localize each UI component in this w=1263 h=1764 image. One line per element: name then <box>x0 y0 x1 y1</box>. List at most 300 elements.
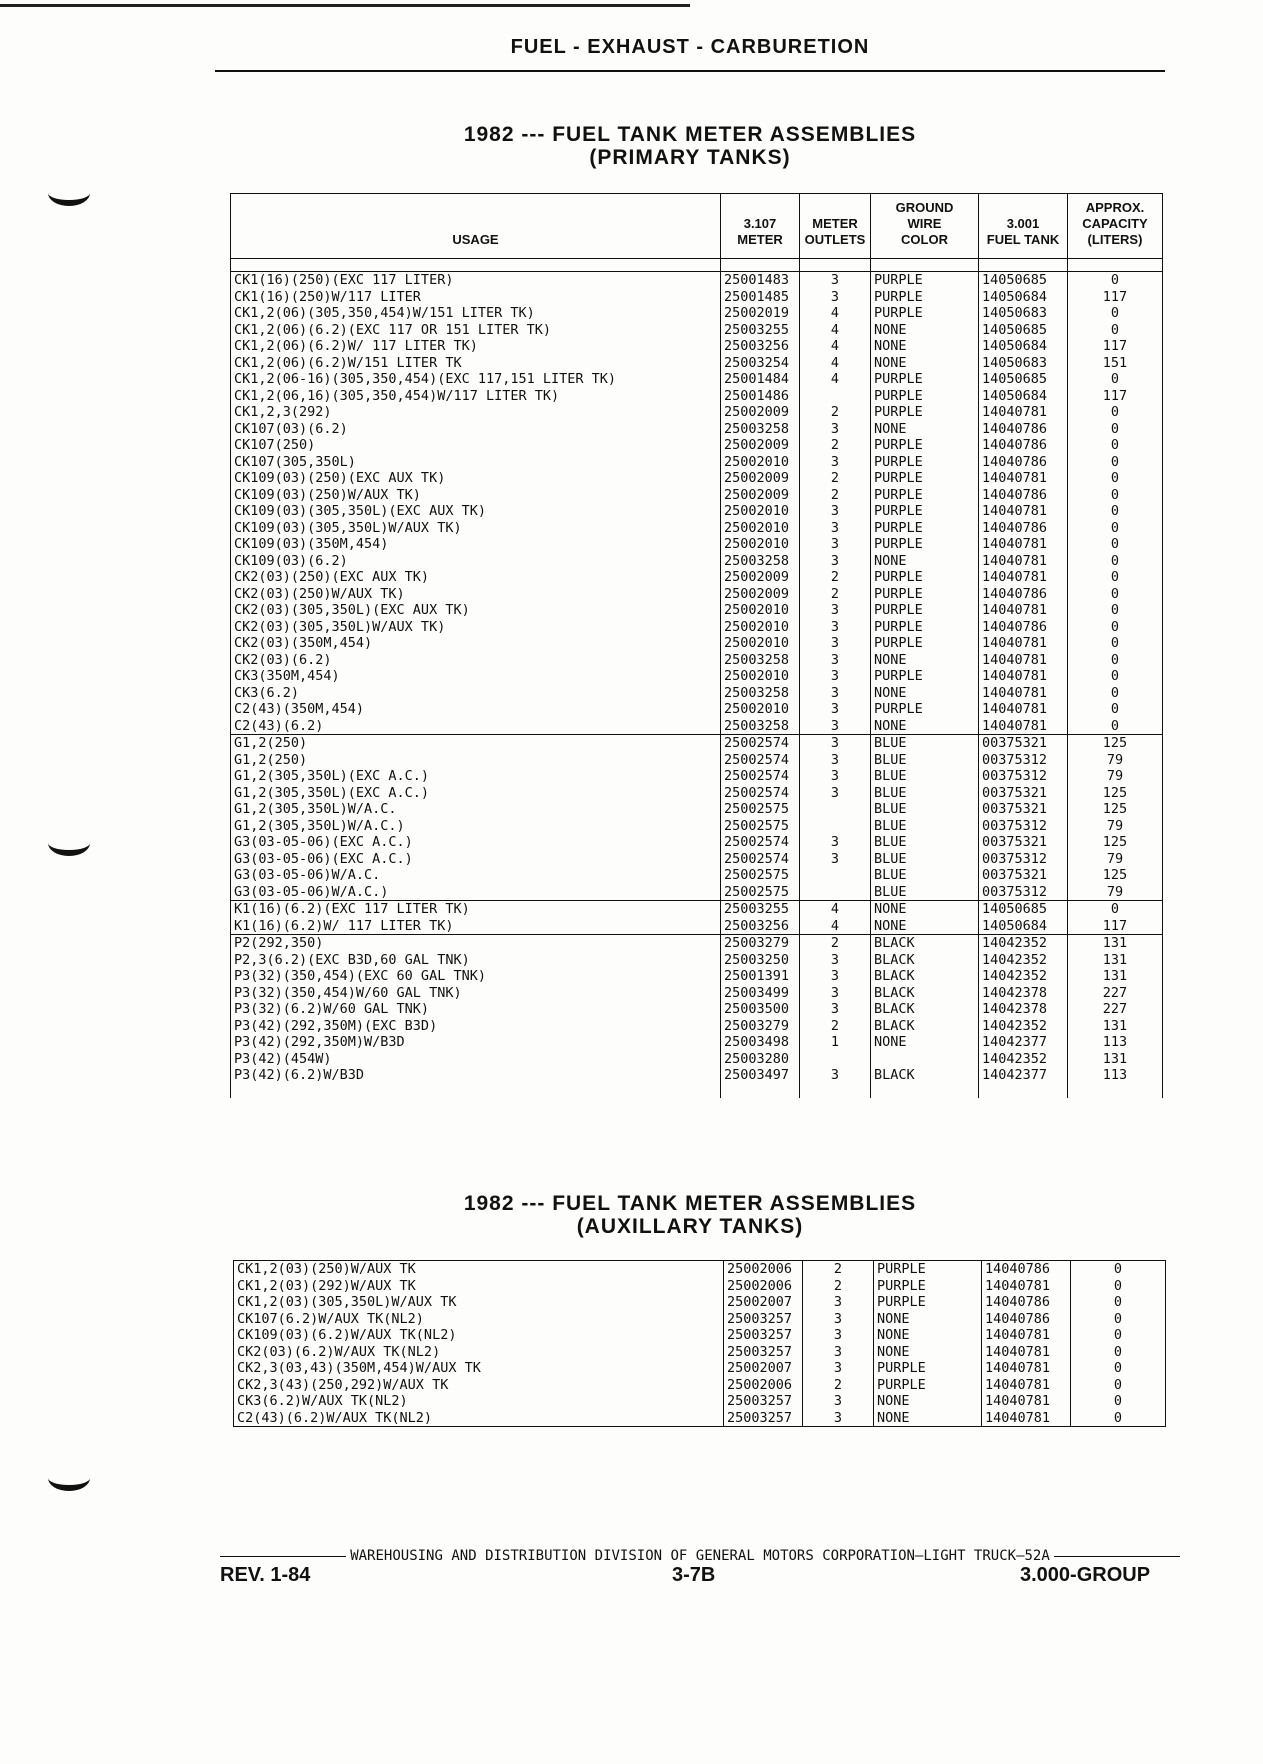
cell-fuel-tank: 14040781 <box>979 404 1068 421</box>
table-row <box>231 1051 1163 1068</box>
cell-fuel-tank: 14040781 <box>979 536 1068 553</box>
cell-meter: 25002006 <box>724 1377 803 1394</box>
cell-capacity: 0 <box>1071 1410 1166 1427</box>
cell-meter: 25003258 <box>721 685 800 702</box>
cell-outlets: 3 <box>803 1360 874 1377</box>
cell-wire-color: NONE <box>874 1311 982 1328</box>
cell-meter: 25002009 <box>721 437 800 454</box>
cell-capacity: 0 <box>1071 1360 1166 1377</box>
cell-fuel-tank: 14040786 <box>979 487 1068 504</box>
cell-wire-color: BLACK <box>871 1067 979 1084</box>
cell-meter: 25003497 <box>721 1067 800 1084</box>
cell-fuel-tank: 14040786 <box>979 586 1068 603</box>
cell-capacity: 117 <box>1068 338 1163 355</box>
cell-meter: 25002019 <box>721 305 800 322</box>
cell-meter: 25002574 <box>721 768 800 785</box>
cell-wire-color: PURPLE <box>871 520 979 537</box>
cell-outlets: 3 <box>803 1327 874 1344</box>
cell-meter: 25003280 <box>721 1051 800 1068</box>
cell-fuel-tank: 14042352 <box>979 952 1068 969</box>
cell-meter: 25003255 <box>721 322 800 339</box>
table-row <box>231 635 1163 652</box>
primary-title-line2: (PRIMARY TANKS) <box>589 146 791 169</box>
cell-outlets: 4 <box>800 901 871 918</box>
aux-table-body <box>234 1261 1166 1427</box>
cell-meter: 25002010 <box>721 668 800 685</box>
cell-capacity: 0 <box>1068 652 1163 669</box>
cell-fuel-tank: 14042377 <box>979 1034 1068 1051</box>
table-row <box>234 1294 1166 1311</box>
cell-outlets: 4 <box>800 355 871 372</box>
cell-usage: C2(43)(6.2) <box>231 718 721 735</box>
cell-capacity: 125 <box>1068 867 1163 884</box>
cell-usage: CK109(03)(250)(EXC AUX TK) <box>231 470 721 487</box>
cell-usage: G1,2(250) <box>231 735 721 752</box>
table-row <box>231 652 1163 669</box>
cell-meter: 25003279 <box>721 935 800 952</box>
cell-meter: 25002007 <box>724 1294 803 1311</box>
cell-meter: 25002574 <box>721 851 800 868</box>
cell-wire-color: NONE <box>871 718 979 735</box>
cell-fuel-tank: 14050684 <box>979 338 1068 355</box>
cell-meter: 25003256 <box>721 918 800 935</box>
cell-fuel-tank: 00375312 <box>979 768 1068 785</box>
cell-meter: 25003257 <box>724 1311 803 1328</box>
cell-fuel-tank: 14042378 <box>979 1001 1068 1018</box>
footer-page-number: 3-7B <box>672 1564 716 1586</box>
table-row <box>231 867 1163 884</box>
cell-outlets <box>800 818 871 835</box>
cell-wire-color: PURPLE <box>871 536 979 553</box>
cell-wire-color: NONE <box>871 421 979 438</box>
cell-meter: 25002009 <box>721 470 800 487</box>
cell-meter: 25003257 <box>724 1410 803 1427</box>
cell-meter: 25003258 <box>721 421 800 438</box>
table-row <box>231 454 1163 471</box>
aux-title-line1: 1982 --- FUEL TANK METER ASSEMBLIES <box>463 1192 917 1215</box>
footer-division-text: WAREHOUSING AND DISTRIBUTION DIVISION OF GENERAL MOTORS CORPORATION—LIGHT TRUCK—52A <box>350 1548 1050 1564</box>
cell-outlets: 3 <box>803 1410 874 1427</box>
aux-title-line2: (AUXILLARY TANKS) <box>576 1215 804 1238</box>
page-header-title: FUEL - EXHAUST - CARBURETION <box>510 36 870 58</box>
cell-wire-color: NONE <box>874 1393 982 1410</box>
table-row <box>234 1377 1166 1394</box>
cell-wire-color: PURPLE <box>871 404 979 421</box>
cell-usage: P3(42)(6.2)W/B3D <box>231 1067 721 1084</box>
cell-wire-color: PURPLE <box>871 454 979 471</box>
cell-capacity: 131 <box>1068 952 1163 969</box>
cell-usage: CK1(16)(250)(EXC 117 LITER) <box>231 272 721 289</box>
cell-meter: 25001486 <box>721 388 800 405</box>
cell-wire-color: PURPLE <box>871 388 979 405</box>
cell-wire-color: PURPLE <box>871 470 979 487</box>
cell-usage: CK2(03)(250)(EXC AUX TK) <box>231 569 721 586</box>
cell-usage: CK109(03)(305,350L)(EXC AUX TK) <box>231 503 721 520</box>
cell-meter: 25001485 <box>721 289 800 306</box>
table-row <box>231 801 1163 818</box>
cell-usage: CK109(03)(305,350L)W/AUX TK) <box>231 520 721 537</box>
cell-outlets: 3 <box>800 553 871 570</box>
cell-meter: 25002007 <box>724 1360 803 1377</box>
table-row <box>231 768 1163 785</box>
cell-meter: 25002010 <box>721 619 800 636</box>
cell-usage: CK3(350M,454) <box>231 668 721 685</box>
cell-outlets <box>800 801 871 818</box>
cell-capacity: 0 <box>1068 619 1163 636</box>
cell-capacity: 0 <box>1068 437 1163 454</box>
col-header-fuel-tank: 3.001 FUEL TANK <box>979 194 1068 259</box>
cell-meter: 25003256 <box>721 338 800 355</box>
cell-capacity: 0 <box>1068 503 1163 520</box>
cell-fuel-tank: 14040781 <box>979 602 1068 619</box>
cell-usage: C2(43)(350M,454) <box>231 701 721 718</box>
cell-fuel-tank: 14040781 <box>979 569 1068 586</box>
cell-usage: P3(42)(292,350M)W/B3D <box>231 1034 721 1051</box>
aux-section-title <box>230 1192 1150 1238</box>
cell-outlets: 2 <box>800 586 871 603</box>
cell-capacity: 131 <box>1068 968 1163 985</box>
cell-fuel-tank: 14040781 <box>982 1393 1071 1410</box>
cell-wire-color: BLUE <box>871 884 979 901</box>
table-header-row <box>231 194 1163 259</box>
cell-fuel-tank: 00375312 <box>979 752 1068 769</box>
cell-wire-color: NONE <box>874 1410 982 1427</box>
table-row <box>231 470 1163 487</box>
cell-usage: P3(32)(6.2)W/60 GAL TNK) <box>231 1001 721 1018</box>
primary-title-line1: 1982 --- FUEL TANK METER ASSEMBLIES <box>463 123 917 146</box>
table-row <box>231 338 1163 355</box>
table-row <box>234 1344 1166 1361</box>
table-row <box>231 735 1163 752</box>
cell-fuel-tank: 00375321 <box>979 801 1068 818</box>
cell-usage: K1(16)(6.2)(EXC 117 LITER TK) <box>231 901 721 918</box>
cell-capacity: 0 <box>1068 602 1163 619</box>
col-header-wire-color: GROUND WIRE COLOR <box>871 194 979 259</box>
cell-fuel-tank: 00375321 <box>979 867 1068 884</box>
cell-fuel-tank: 00375312 <box>979 884 1068 901</box>
cell-wire-color: PURPLE <box>874 1294 982 1311</box>
table-row <box>231 685 1163 702</box>
table-row <box>231 619 1163 636</box>
cell-capacity: 0 <box>1071 1261 1166 1278</box>
table-row <box>231 952 1163 969</box>
cell-fuel-tank: 14042352 <box>979 968 1068 985</box>
cell-usage: CK2(03)(6.2)W/AUX TK(NL2) <box>234 1344 724 1361</box>
cell-fuel-tank: 14040786 <box>979 454 1068 471</box>
cell-fuel-tank: 00375312 <box>979 818 1068 835</box>
cell-usage: CK2(03)(305,350L)(EXC AUX TK) <box>231 602 721 619</box>
cell-capacity: 113 <box>1068 1034 1163 1051</box>
cell-fuel-tank: 14050685 <box>979 272 1068 289</box>
cell-outlets: 3 <box>800 1001 871 1018</box>
table-row <box>231 520 1163 537</box>
table-row <box>231 355 1163 372</box>
cell-wire-color: NONE <box>871 338 979 355</box>
cell-fuel-tank: 00375312 <box>979 851 1068 868</box>
cell-fuel-tank: 14042377 <box>979 1067 1068 1084</box>
cell-outlets: 3 <box>800 1067 871 1084</box>
cell-usage: P3(32)(350,454)W/60 GAL TNK) <box>231 985 721 1002</box>
cell-wire-color: BLACK <box>871 985 979 1002</box>
table-row <box>231 884 1163 901</box>
table-row <box>231 602 1163 619</box>
cell-capacity: 79 <box>1068 884 1163 901</box>
table-row <box>231 1001 1163 1018</box>
cell-fuel-tank: 14042378 <box>979 985 1068 1002</box>
cell-usage: CK2(03)(305,350L)W/AUX TK) <box>231 619 721 636</box>
table-row <box>234 1393 1166 1410</box>
cell-usage: CK1,2(06)(305,350,454)W/151 LITER TK) <box>231 305 721 322</box>
cell-outlets <box>800 388 871 405</box>
cell-usage: G3(03-05-06)(EXC A.C.) <box>231 834 721 851</box>
cell-fuel-tank: 14040781 <box>979 503 1068 520</box>
table-row <box>231 785 1163 802</box>
cell-usage: CK109(03)(6.2) <box>231 553 721 570</box>
cell-usage: CK109(03)(250)W/AUX TK) <box>231 487 721 504</box>
cell-meter: 25002006 <box>724 1278 803 1295</box>
cell-wire-color: BLUE <box>871 801 979 818</box>
cell-wire-color: PURPLE <box>871 487 979 504</box>
cell-wire-color: NONE <box>871 322 979 339</box>
cell-meter: 25002575 <box>721 818 800 835</box>
cell-outlets: 3 <box>800 272 871 289</box>
table-row <box>231 918 1163 935</box>
cell-capacity: 125 <box>1068 834 1163 851</box>
cell-usage: CK2(03)(6.2) <box>231 652 721 669</box>
cell-fuel-tank: 14040786 <box>982 1294 1071 1311</box>
cell-usage: CK1,2(06)(6.2)(EXC 117 OR 151 LITER TK) <box>231 322 721 339</box>
cell-meter: 25002009 <box>721 487 800 504</box>
cell-usage: P2,3(6.2)(EXC B3D,60 GAL TNK) <box>231 952 721 969</box>
cell-meter: 25003498 <box>721 1034 800 1051</box>
table-row <box>231 503 1163 520</box>
table-row <box>231 586 1163 603</box>
cell-usage: CK107(305,350L) <box>231 454 721 471</box>
cell-fuel-tank: 14040781 <box>982 1278 1071 1295</box>
cell-meter: 25003500 <box>721 1001 800 1018</box>
cell-wire-color: PURPLE <box>874 1360 982 1377</box>
cell-wire-color: BLUE <box>871 867 979 884</box>
cell-outlets: 2 <box>803 1377 874 1394</box>
cell-wire-color: PURPLE <box>871 635 979 652</box>
cell-fuel-tank: 14040781 <box>979 718 1068 735</box>
primary-section-title <box>230 123 1150 169</box>
cell-capacity: 0 <box>1071 1294 1166 1311</box>
cell-capacity: 131 <box>1068 1018 1163 1035</box>
cell-capacity: 125 <box>1068 785 1163 802</box>
table-row <box>231 437 1163 454</box>
cell-wire-color: BLUE <box>871 735 979 752</box>
cell-fuel-tank: 14040786 <box>982 1311 1071 1328</box>
cell-outlets: 3 <box>800 520 871 537</box>
cell-outlets: 3 <box>800 952 871 969</box>
cell-fuel-tank: 14040781 <box>982 1327 1071 1344</box>
cell-fuel-tank: 14040781 <box>979 701 1068 718</box>
cell-meter: 25003257 <box>724 1393 803 1410</box>
cell-wire-color: NONE <box>871 553 979 570</box>
cell-capacity: 0 <box>1068 635 1163 652</box>
cell-capacity: 0 <box>1068 569 1163 586</box>
cell-capacity: 0 <box>1071 1327 1166 1344</box>
cell-capacity: 0 <box>1071 1377 1166 1394</box>
cell-outlets <box>800 867 871 884</box>
cell-fuel-tank: 14040781 <box>979 668 1068 685</box>
cell-capacity: 0 <box>1068 901 1163 918</box>
cell-usage: CK2,3(03,43)(350M,454)W/AUX TK <box>234 1360 724 1377</box>
cell-capacity: 131 <box>1068 935 1163 952</box>
cell-capacity: 117 <box>1068 918 1163 935</box>
primary-tanks-table <box>230 193 1163 1098</box>
cell-wire-color: NONE <box>874 1327 982 1344</box>
cell-usage: G1,2(305,350L)W/A.C. <box>231 801 721 818</box>
cell-wire-color: BLACK <box>871 952 979 969</box>
table-row <box>234 1278 1166 1295</box>
cell-meter: 25002574 <box>721 735 800 752</box>
table-row <box>231 272 1163 289</box>
cell-outlets: 4 <box>800 305 871 322</box>
cell-fuel-tank: 14040781 <box>982 1377 1071 1394</box>
cell-wire-color: BLACK <box>871 968 979 985</box>
cell-fuel-tank: 14050684 <box>979 918 1068 935</box>
cell-outlets: 3 <box>800 768 871 785</box>
cell-meter: 25002009 <box>721 404 800 421</box>
cell-meter: 25002010 <box>721 635 800 652</box>
table-row <box>231 718 1163 735</box>
cell-meter: 25003257 <box>724 1327 803 1344</box>
col-header-usage: USAGE <box>231 194 721 259</box>
cell-usage: CK1,2(06)(6.2)W/151 LITER TK <box>231 355 721 372</box>
table-row <box>231 371 1163 388</box>
cell-usage: CK1,2,3(292) <box>231 404 721 421</box>
cell-outlets: 4 <box>800 322 871 339</box>
cell-usage: CK1,2(03)(305,350L)W/AUX TK <box>234 1294 724 1311</box>
cell-wire-color: PURPLE <box>874 1278 982 1295</box>
table-row <box>231 834 1163 851</box>
cell-outlets: 3 <box>800 454 871 471</box>
cell-wire-color: BLUE <box>871 752 979 769</box>
cell-wire-color: BLUE <box>871 851 979 868</box>
cell-capacity: 0 <box>1068 404 1163 421</box>
table-row <box>231 985 1163 1002</box>
cell-capacity: 0 <box>1068 371 1163 388</box>
cell-outlets: 2 <box>800 1018 871 1035</box>
cell-fuel-tank: 14040781 <box>982 1360 1071 1377</box>
cell-usage: CK1,2(03)(292)W/AUX TK <box>234 1278 724 1295</box>
cell-usage: P3(42)(454W) <box>231 1051 721 1068</box>
cell-fuel-tank: 14040781 <box>979 470 1068 487</box>
table-row <box>231 668 1163 685</box>
cell-outlets: 2 <box>803 1278 874 1295</box>
cell-meter: 25001483 <box>721 272 800 289</box>
cell-fuel-tank: 14042352 <box>979 935 1068 952</box>
cell-usage: CK2(03)(250)W/AUX TK) <box>231 586 721 603</box>
cell-outlets: 4 <box>800 918 871 935</box>
cell-outlets: 2 <box>800 487 871 504</box>
cell-fuel-tank: 14040786 <box>979 520 1068 537</box>
cell-outlets: 3 <box>800 536 871 553</box>
cell-wire-color: PURPLE <box>874 1377 982 1394</box>
cell-wire-color: PURPLE <box>871 602 979 619</box>
cell-usage: CK107(03)(6.2) <box>231 421 721 438</box>
cell-usage: G3(03-05-06)W/A.C. <box>231 867 721 884</box>
header-rule <box>215 70 1165 72</box>
cell-outlets: 3 <box>800 718 871 735</box>
cell-wire-color: PURPLE <box>871 289 979 306</box>
cell-outlets: 3 <box>803 1344 874 1361</box>
table-row <box>231 388 1163 405</box>
cell-outlets: 3 <box>800 635 871 652</box>
cell-capacity: 227 <box>1068 1001 1163 1018</box>
cell-fuel-tank: 14040781 <box>982 1410 1071 1427</box>
cell-meter: 25002009 <box>721 569 800 586</box>
cell-outlets <box>800 884 871 901</box>
footer-revision: REV. 1-84 <box>220 1564 311 1586</box>
table-row <box>231 322 1163 339</box>
cell-wire-color: NONE <box>871 355 979 372</box>
scan-artifact-line <box>0 4 690 7</box>
cell-wire-color: NONE <box>871 652 979 669</box>
cell-wire-color: BLUE <box>871 834 979 851</box>
cell-meter: 25002010 <box>721 520 800 537</box>
cell-wire-color: PURPLE <box>871 586 979 603</box>
cell-capacity: 0 <box>1068 487 1163 504</box>
cell-usage: CK109(03)(6.2)W/AUX TK(NL2) <box>234 1327 724 1344</box>
cell-usage: C2(43)(6.2)W/AUX TK(NL2) <box>234 1410 724 1427</box>
cell-meter: 25002010 <box>721 503 800 520</box>
cell-wire-color: PURPLE <box>871 272 979 289</box>
cell-fuel-tank: 00375321 <box>979 785 1068 802</box>
cell-fuel-tank: 14040781 <box>979 685 1068 702</box>
cell-outlets: 3 <box>800 652 871 669</box>
aux-tanks-table <box>233 1260 1166 1427</box>
cell-capacity: 0 <box>1068 470 1163 487</box>
cell-capacity: 117 <box>1068 289 1163 306</box>
cell-usage: CK1(16)(250)W/117 LITER <box>231 289 721 306</box>
cell-usage: G1,2(305,350L)(EXC A.C.) <box>231 768 721 785</box>
cell-outlets: 2 <box>800 437 871 454</box>
cell-wire-color: PURPLE <box>871 305 979 322</box>
cell-fuel-tank: 14040781 <box>979 635 1068 652</box>
cell-outlets: 3 <box>800 968 871 985</box>
cell-usage: G3(03-05-06)W/A.C.) <box>231 884 721 901</box>
cell-usage: K1(16)(6.2)W/ 117 LITER TK) <box>231 918 721 935</box>
cell-fuel-tank: 14040786 <box>982 1261 1071 1278</box>
table-row <box>231 1067 1163 1084</box>
cell-wire-color: NONE <box>871 918 979 935</box>
cell-wire-color: BLUE <box>871 768 979 785</box>
cell-outlets: 3 <box>800 421 871 438</box>
cell-capacity: 0 <box>1071 1344 1166 1361</box>
cell-wire-color: NONE <box>871 1034 979 1051</box>
cell-wire-color: PURPLE <box>871 701 979 718</box>
cell-outlets: 3 <box>800 619 871 636</box>
cell-wire-color: PURPLE <box>871 503 979 520</box>
cell-capacity: 0 <box>1068 322 1163 339</box>
footer-division-line <box>220 1548 1180 1564</box>
cell-outlets: 3 <box>803 1294 874 1311</box>
cell-wire-color: PURPLE <box>871 569 979 586</box>
table-row <box>231 752 1163 769</box>
table-row <box>231 935 1163 952</box>
table-row <box>234 1410 1166 1427</box>
cell-capacity: 113 <box>1068 1067 1163 1084</box>
cell-outlets: 3 <box>800 668 871 685</box>
cell-wire-color: BLACK <box>871 1001 979 1018</box>
table-row <box>234 1327 1166 1344</box>
cell-capacity: 131 <box>1068 1051 1163 1068</box>
cell-fuel-tank: 14040781 <box>979 553 1068 570</box>
cell-capacity: 125 <box>1068 801 1163 818</box>
